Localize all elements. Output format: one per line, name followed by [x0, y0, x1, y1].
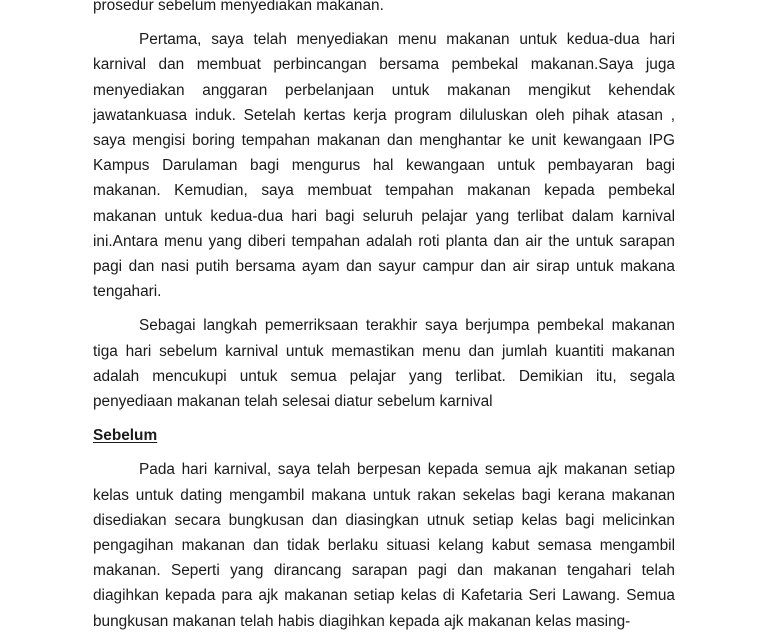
section-heading-sebelum: Sebelum	[93, 427, 158, 445]
intro-fragment: prosedur sebelum menyediakan makanan.	[93, 0, 384, 14]
paragraph-carnival-day: Pada hari karnival, saya telah berpesan kepada semua ajk makanan setiap kelas untuk dating mengambil makana untuk rakan sekelas bagi kerana makanan disediakan secara bungkusan dan diasingkan utnuk setiap kelas bagi melicinkan pengagihan makanan dan tidak berlaku situasi kelang kabut semasa mengambil makanan. Seperti yang dirancang sarapan pagi dan makanan tengahari telah diagihkan kepada para ajk makanan setiap kelas di Kafetaria Seri Lawang. Semua bungkusan makanan telah habis diagihkan kepada ajk makanan kelas masing-	[93, 461, 675, 630]
paragraph-menu-preparation: Pertama, saya telah menyediakan menu makanan untuk kedua-dua hari karnival dan membuat perbincangan bersama pembekal makanan.Saya juga menyediakan anggaran perbelanjaan untuk makanan mengikut kehendak jawatankuasa induk. Setelah kertas kerja program diluluskan oleh pihak atasan , saya mengisi boring tempahan makanan dan menghantar ke unit kewangaan IPG Kampus Darulaman bagi mengurus hal kewangaan untuk pembayaran bagi makanan. Kemudian, saya membuat tempahan makanan kepada pembekal makanan untuk kedua-dua hari bagi seluruh pelajar yang terlibat dalam karnival ini.Antara menu yang diberi tempahan adalah roti planta dan air the untuk sarapan pagi dan nasi putih bersama ayam dan sayur campur dan air sirap untuk makana tengahari.	[93, 31, 675, 301]
paragraph-final-check: Sebagai langkah pemerriksaan terakhir saya berjumpa pembekal makanan tiga hari sebelum karnival untuk memastikan menu dan jumlah kuantiti makanan adalah mencukupi untuk semua pelajar yang terlibat. Demikian itu, segala penyediaan makanan telah selesai diatur sebelum karnival	[93, 317, 675, 411]
document-page	[93, 0, 675, 634]
